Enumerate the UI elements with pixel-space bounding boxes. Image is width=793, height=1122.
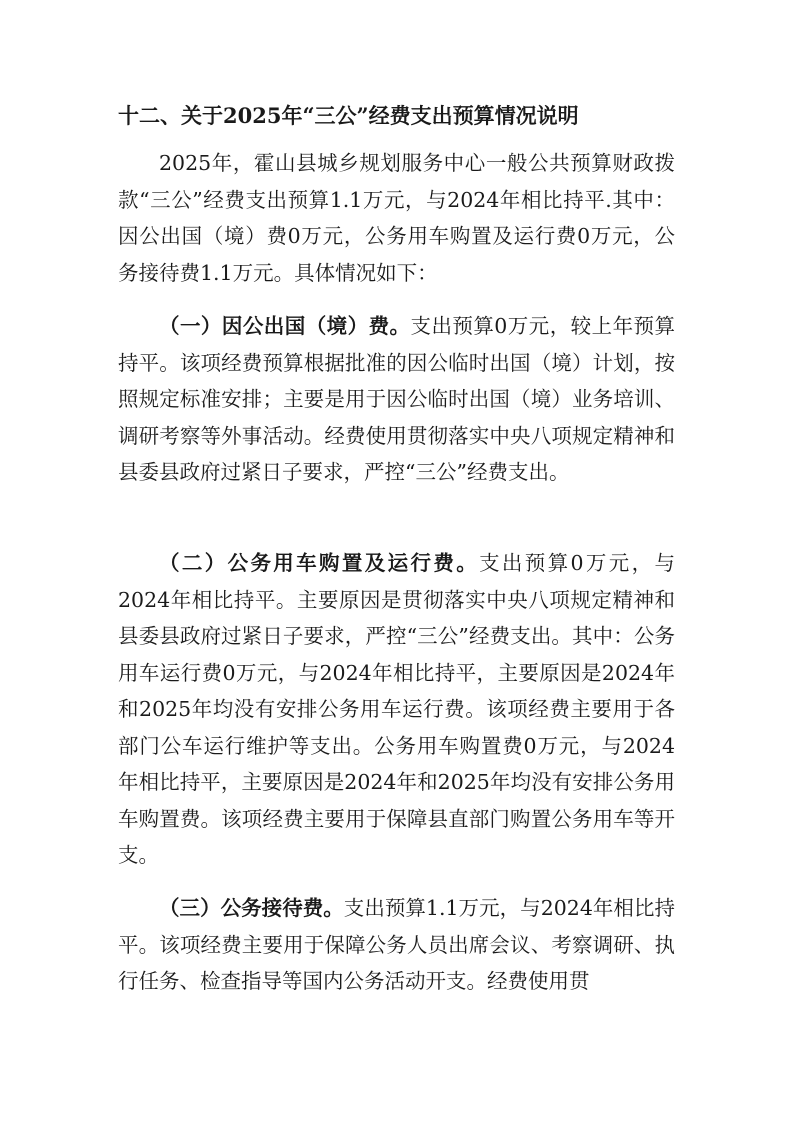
reception-expense-paragraph [118, 890, 675, 1000]
paragraph-text: 支出预算1.1万元，与2024年相比持平。该项经费主要用于保障公务人员出席会议、考察调研、执行任务、检查指导等国内公务活动开支。经费使用贯 [118, 896, 675, 993]
paragraph-text: 2025年，霍山县城乡规划服务中心一般公共预算财政拨款“三公”经费支出预算1.1万元，与2024年相比持平.其中：因公出国（境）费0万元，公务用车购置及运行费0万元，公务接待费1.1万元。具体情况如下： [118, 151, 675, 285]
paragraph-lead: （二）公务用车购置及运行费。 [159, 551, 480, 575]
summary-paragraph [118, 145, 675, 291]
paragraph-text: 支出预算0万元，较上年预算持平。该项经费预算根据批准的因公临时出国（境）计划，按照规定标准安排；主要是用于因公临时出国（境）业务培训、调研考察等外事活动。经费使用贯彻落实中央八项规定精神和县委县政府过紧日子要求，严控“三公”经费支出。 [118, 314, 676, 484]
vehicle-expense-paragraph [118, 545, 675, 874]
paragraph-text: 支出预算0万元，与2024年相比持平。主要原因是贯彻落实中央八项规定精神和县委县政府过紧日子要求，严控“三公”经费支出。其中：公务用车运行费0万元，与2024年相比持平，主要原因是2024年和2025年均没有安排公务用车运行费。该项经费主要用于各部门公车运行维护等支出。公务用车购置费0万元，与2024年相比持平，主要原因是2024年和2025年均没有安排公务用车购置费。该项经费主要用于保障县直部门购置公务用车等开支。 [118, 551, 675, 867]
paragraph-lead: （三）公务接待费。 [159, 896, 344, 920]
section-heading: 十二、关于2025年“三公”经费支出预算情况说明 [118, 103, 579, 128]
overseas-travel-paragraph [118, 308, 675, 491]
paragraph-lead: （一）因公出国（境）费。 [159, 314, 411, 338]
